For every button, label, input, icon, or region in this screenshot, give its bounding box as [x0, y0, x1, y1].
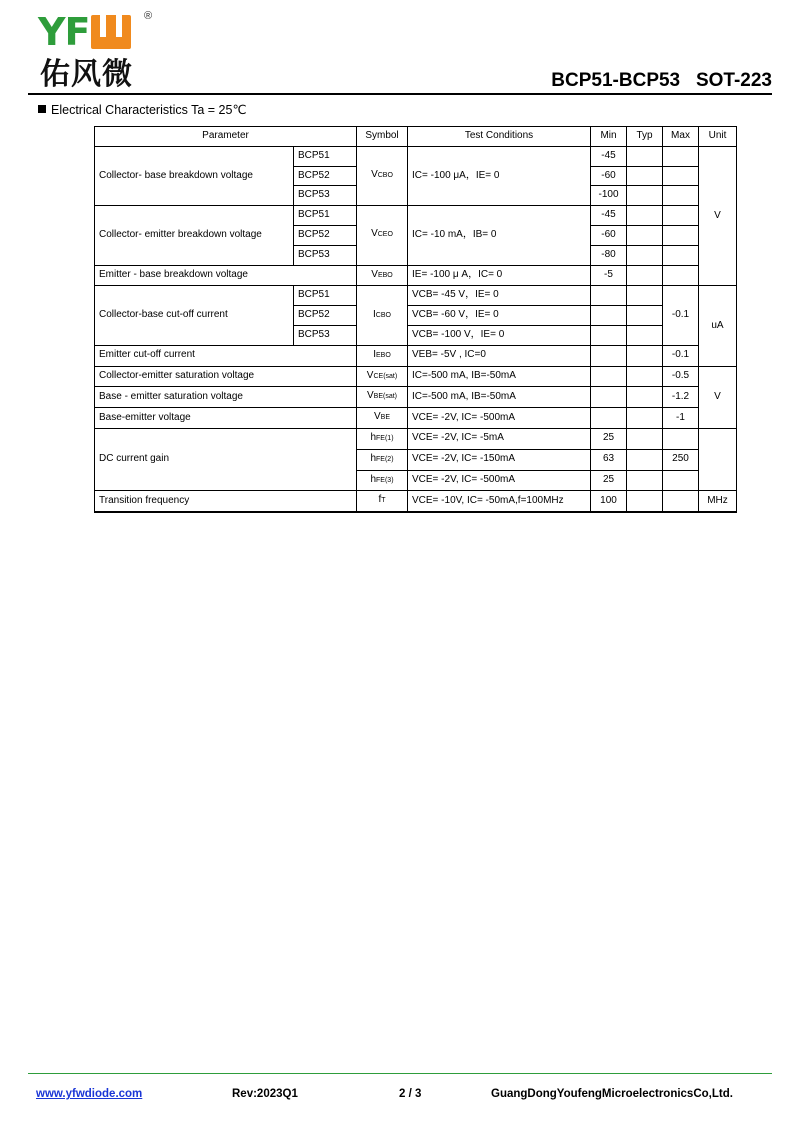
footer-divider — [28, 1073, 772, 1074]
conditions-cell: VCE= -2V, IC= -150mA — [408, 449, 591, 470]
symbol-cell: VCBO — [357, 146, 408, 205]
logo-letters: YF — [38, 10, 90, 54]
unit-cell: V — [699, 366, 737, 428]
min-cell — [591, 286, 627, 306]
conditions-cell: VCE= -2V, IC= -5mA — [408, 428, 591, 449]
conditions-cell: VEB= -5V , IC=0 — [408, 345, 591, 366]
electrical-characteristics-table — [94, 126, 737, 513]
min-cell: -60 — [591, 166, 627, 186]
max-cell — [663, 470, 699, 491]
max-cell — [663, 491, 699, 512]
unit-cell: uA — [699, 286, 737, 366]
company-logo — [38, 10, 158, 92]
table-row — [95, 366, 737, 387]
table-row — [95, 387, 737, 408]
max-cell — [663, 265, 699, 286]
unit-cell — [699, 428, 737, 490]
min-cell: 25 — [591, 470, 627, 491]
variant-cell: BCP53 — [294, 325, 357, 345]
param-cell: Transition frequency — [95, 491, 357, 512]
max-cell — [663, 428, 699, 449]
param-cell: Base-emitter voltage — [95, 408, 357, 429]
min-cell — [591, 366, 627, 387]
table-row — [95, 345, 737, 366]
min-cell: -60 — [591, 225, 627, 245]
header-symbol: Symbol — [357, 127, 408, 147]
section-title — [38, 102, 246, 117]
typ-cell — [627, 186, 663, 206]
conditions-cell: IC=-500 mA, IB=-50mA — [408, 366, 591, 387]
variant-cell: BCP52 — [294, 225, 357, 245]
typ-cell — [627, 325, 663, 345]
param-cell: Base - emitter saturation voltage — [95, 387, 357, 408]
unit-cell: V — [699, 146, 737, 286]
max-cell: -1.2 — [663, 387, 699, 408]
registered-mark: ® — [144, 10, 153, 22]
max-cell — [663, 186, 699, 206]
typ-cell — [627, 408, 663, 429]
min-cell — [591, 325, 627, 345]
symbol-cell: IEBO — [357, 345, 408, 366]
table-row — [95, 206, 737, 226]
param-cell: Collector- base breakdown voltage — [95, 146, 294, 205]
footer-company: GuangDongYoufengMicroelectronicsCo,Ltd. — [491, 1088, 733, 1100]
typ-cell — [627, 366, 663, 387]
conditions-cell: VCE= -2V, IC= -500mA — [408, 408, 591, 429]
part-title: BCP51-BCP53 SOT-223 — [551, 70, 772, 91]
min-cell — [591, 387, 627, 408]
param-cell: Collector-emitter saturation voltage — [95, 366, 357, 387]
max-cell — [663, 206, 699, 226]
variant-cell: BCP53 — [294, 186, 357, 206]
conditions-cell: IC= -10 mA，IB= 0 — [408, 206, 591, 265]
logo-wordmark — [38, 10, 131, 54]
typ-cell — [627, 428, 663, 449]
symbol-cell: VCE(sat) — [357, 366, 408, 387]
variant-cell: BCP52 — [294, 166, 357, 186]
variant-cell: BCP51 — [294, 206, 357, 226]
header-test-conditions: Test Conditions — [408, 127, 591, 147]
max-cell — [663, 146, 699, 166]
min-cell: -100 — [591, 186, 627, 206]
min-cell: -80 — [591, 245, 627, 265]
symbol-cell: fT — [357, 491, 408, 512]
bullet-square-icon — [38, 105, 46, 113]
conditions-cell: IC= -100 μA，IE= 0 — [408, 146, 591, 205]
typ-cell — [627, 306, 663, 326]
min-cell: -45 — [591, 206, 627, 226]
conditions-cell: VCB= -45 V，IE= 0 — [408, 286, 591, 306]
table-row — [95, 491, 737, 512]
symbol-cell: hFE(1) — [357, 428, 408, 449]
typ-cell — [627, 345, 663, 366]
param-cell: Emitter - base breakdown voltage — [95, 265, 357, 286]
logo-w-mark — [91, 15, 131, 49]
max-cell: 250 — [663, 449, 699, 470]
typ-cell — [627, 387, 663, 408]
conditions-cell: VCB= -100 V，IE= 0 — [408, 325, 591, 345]
table-row — [95, 286, 737, 306]
website-link[interactable]: www.yfwdiode.com — [36, 1088, 143, 1100]
max-cell: -0.1 — [663, 345, 699, 366]
table-row — [95, 408, 737, 429]
min-cell: -45 — [591, 146, 627, 166]
variant-cell: BCP52 — [294, 306, 357, 326]
min-cell — [591, 306, 627, 326]
param-cell: DC current gain — [95, 428, 357, 490]
typ-cell — [627, 206, 663, 226]
symbol-cell: hFE(3) — [357, 470, 408, 491]
typ-cell — [627, 146, 663, 166]
header-unit: Unit — [699, 127, 737, 147]
max-cell: -0.1 — [663, 286, 699, 345]
min-cell — [591, 408, 627, 429]
typ-cell — [627, 470, 663, 491]
symbol-cell: VBE(sat) — [357, 387, 408, 408]
param-cell: Collector-base cut-off current — [95, 286, 294, 345]
typ-cell — [627, 449, 663, 470]
logo-chinese-name: 佑风微 — [40, 57, 133, 92]
symbol-cell: VEBO — [357, 265, 408, 286]
max-cell: -0.5 — [663, 366, 699, 387]
header-max: Max — [663, 127, 699, 147]
conditions-cell: VCE= -2V, IC= -500mA — [408, 470, 591, 491]
variant-cell: BCP51 — [294, 146, 357, 166]
header-divider — [28, 93, 772, 95]
symbol-cell: hFE(2) — [357, 449, 408, 470]
typ-cell — [627, 286, 663, 306]
footer-revision: Rev:2023Q1 — [232, 1088, 298, 1100]
footer-website[interactable] — [36, 1088, 142, 1100]
header-min: Min — [591, 127, 627, 147]
symbol-cell: ICBO — [357, 286, 408, 345]
typ-cell — [627, 265, 663, 286]
section-title-text: Electrical Characteristics Ta = 25℃ — [51, 103, 247, 117]
typ-cell — [627, 166, 663, 186]
conditions-cell: VCE= -10V, IC= -50mA,f=100MHz — [408, 491, 591, 512]
table-row — [95, 428, 737, 449]
min-cell: -5 — [591, 265, 627, 286]
variant-cell: BCP53 — [294, 245, 357, 265]
conditions-cell: IC=-500 mA, IB=-50mA — [408, 387, 591, 408]
table-header-row — [95, 127, 737, 147]
table-row — [95, 265, 737, 286]
conditions-cell: VCB= -60 V，IE= 0 — [408, 306, 591, 326]
typ-cell — [627, 491, 663, 512]
min-cell: 100 — [591, 491, 627, 512]
symbol-cell: VBE — [357, 408, 408, 429]
symbol-cell: VCEO — [357, 206, 408, 265]
table-row — [95, 146, 737, 166]
typ-cell — [627, 225, 663, 245]
header-typ: Typ — [627, 127, 663, 147]
max-cell — [663, 245, 699, 265]
max-cell — [663, 166, 699, 186]
footer-page-number: 2 / 3 — [399, 1088, 422, 1100]
param-cell: Emitter cut-off current — [95, 345, 357, 366]
min-cell: 63 — [591, 449, 627, 470]
conditions-cell: IE= -100 μ A，IC= 0 — [408, 265, 591, 286]
max-cell: -1 — [663, 408, 699, 429]
typ-cell — [627, 245, 663, 265]
unit-cell: MHz — [699, 491, 737, 512]
variant-cell: BCP51 — [294, 286, 357, 306]
max-cell — [663, 225, 699, 245]
min-cell: 25 — [591, 428, 627, 449]
header-parameter: Parameter — [95, 127, 357, 147]
min-cell — [591, 345, 627, 366]
param-cell: Collector- emitter breakdown voltage — [95, 206, 294, 265]
